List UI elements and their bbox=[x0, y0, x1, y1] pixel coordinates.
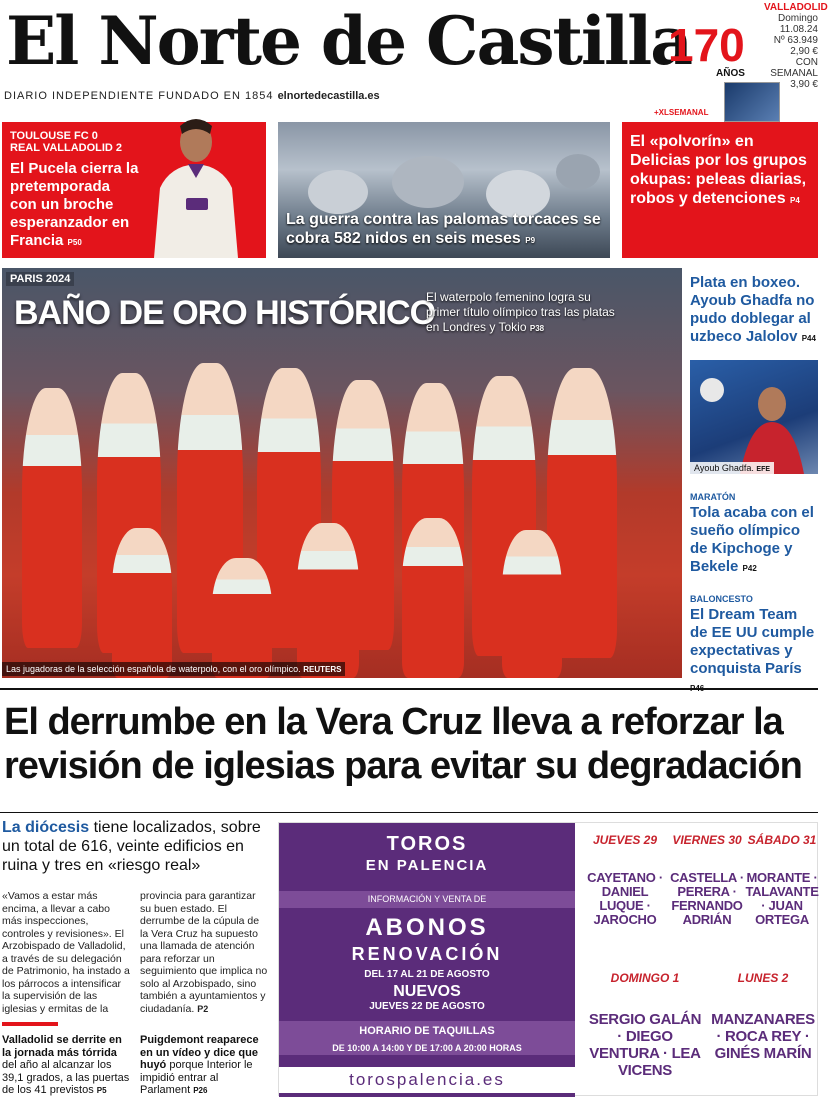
tagline bbox=[4, 90, 380, 102]
olympics-headline: BAÑO DE ORO HISTÓRICO bbox=[14, 294, 436, 332]
edition-date: 11.08.24 bbox=[779, 24, 818, 35]
main-column-1: «Vamos a estar más encima, a llevar a cabo más inspecciones, controles y revisiones». El Arzobispado de Valladolid, a través de su delegación de Patrimonio, ha instado a los párrocos a intensificar la supervisión de las iglesias y ermitas de la bbox=[2, 890, 130, 1015]
ad-url[interactable]: torospalencia.es bbox=[279, 1067, 575, 1093]
edition-meta bbox=[764, 2, 828, 90]
boxing-lead: Plata en boxeo. bbox=[690, 274, 801, 291]
ad-renov-dates: DEL 17 AL 21 DE AGOSTO bbox=[364, 969, 490, 980]
boxing-text: Ayoub Ghadfa no pudo doblegar al uzbeco Jalolov bbox=[690, 292, 815, 345]
edition-city: VALLADOLID bbox=[764, 2, 828, 13]
website-link[interactable]: elnortedecastilla.es bbox=[277, 90, 380, 102]
edition-price: 2,90 € bbox=[790, 46, 818, 57]
boxing-story[interactable]: Plata en boxeo. Ayoub Ghadfa no pudo doblegar al uzbeco Jalolov P44 bbox=[690, 274, 816, 345]
ad-day-2: VIERNES 30 CASTELLA · PERERA · FERNANDO ADRIÁN bbox=[670, 833, 744, 927]
football-player-photo bbox=[140, 108, 240, 258]
anniversary-label: AÑOS bbox=[716, 68, 745, 79]
newspaper-title[interactable]: El Norte de Castilla bbox=[6, 2, 691, 80]
ad-day-5: LUNES 2 MANZANARES · ROCA REY · GINÉS MARÍN bbox=[711, 971, 815, 1062]
athlete-figure bbox=[22, 388, 82, 648]
athlete-figure bbox=[402, 518, 464, 678]
ad-nuevos: NUEVOS bbox=[393, 983, 461, 1000]
marathon-kicker: MARATÓN bbox=[690, 492, 736, 502]
lead-highlight: La diócesis bbox=[2, 819, 90, 836]
bullfighting-ad[interactable] bbox=[278, 822, 818, 1096]
lead-text: tiene localizados, sobre un total de 616, veinte edificios en ruina y tres en «riesgo real» bbox=[2, 819, 261, 874]
basketball-kicker: BALONCESTO bbox=[690, 594, 753, 604]
main-headline[interactable]: El derrumbe en la Vera Cruz lleva a reforzar la revisión de iglesias para evitar su degradación bbox=[4, 701, 802, 787]
olympics-feature[interactable] bbox=[2, 268, 682, 678]
main-lead bbox=[2, 818, 268, 875]
athlete-figure bbox=[212, 558, 272, 678]
ad-nuevos-date: JUEVES 22 DE AGOSTO bbox=[369, 1001, 485, 1012]
xlsemanal-thumbnail[interactable] bbox=[724, 82, 780, 122]
anniversary-number: 170 bbox=[668, 19, 745, 71]
supplement-label[interactable]: +XLSEMANAL bbox=[654, 108, 709, 117]
olympics-subhead: El waterpolo femenino logra su primer título olímpico tras las platas en Londres y Tokio P38 bbox=[426, 290, 615, 334]
heat-story[interactable]: Valladolid se derrite en la jornada más tórrida del año al alcanzar los 39,1 grados, a las puertas de los 41 previstos P5 bbox=[2, 1034, 130, 1096]
athlete-figure bbox=[112, 528, 172, 678]
basketball-story[interactable] bbox=[690, 594, 818, 698]
divider bbox=[0, 812, 818, 813]
pigeons-headline: La guerra contra las palomas torcaces se cobra 582 nidos en seis meses P9 bbox=[286, 211, 601, 247]
sports-sidebar bbox=[690, 268, 818, 678]
athlete-figure bbox=[297, 523, 359, 678]
supplement-price: CON SEMANAL 3,90 € bbox=[770, 57, 818, 90]
boxer-photo bbox=[690, 360, 818, 474]
ad-info: INFORMACIÓN Y VENTA DE bbox=[279, 891, 575, 908]
delicias-headline: El «polvorín» en Delicias por los grupos okupas: peleas diarias, robos y detenciones P4 bbox=[630, 133, 807, 207]
masthead bbox=[0, 0, 828, 117]
ad-abonos: ABONOS RENOVACIÓN bbox=[351, 914, 503, 964]
edition-weekday: Domingo bbox=[777, 13, 818, 24]
edition-issue: Nº 63.949 bbox=[773, 35, 818, 46]
boxer-caption: Ayoub Ghadfa. EFE bbox=[690, 462, 774, 474]
ad-day-4: DOMINGO 1 SERGIO GALÁN · DIEGO VENTURA · LEA VICENS bbox=[588, 971, 702, 1079]
red-marker bbox=[2, 1022, 58, 1026]
divider bbox=[0, 688, 818, 690]
puigdemont-story[interactable]: Puigdemont reaparece en un vídeo y dice que huyó porque Interior le impidió entrar al Parlament P26 bbox=[140, 1034, 259, 1096]
delicias-story[interactable] bbox=[622, 122, 818, 258]
football-kicker: TOULOUSE FC 0 REAL VALLADOLID 2 bbox=[10, 130, 123, 154]
football-headline: El Pucela cierra la pretemporada con un broche esperanzador en Francia P50 bbox=[10, 160, 139, 249]
ad-day-1: JUEVES 29 CAYETANO · DANIEL LUQUE · JAROCHO bbox=[587, 833, 663, 927]
paris-2024-logo: PARIS 2024 bbox=[6, 272, 74, 286]
athlete-figure bbox=[502, 530, 562, 678]
ad-horario: HORARIO DE TAQUILLAS DE 10:00 A 14:00 Y DE 17:00 A 20:00 HORAS bbox=[279, 1021, 575, 1055]
lower-stories bbox=[2, 1034, 268, 1096]
ad-day-3: SÁBADO 31 MORANTE · TALAVANTE · JUAN ORTEGA bbox=[745, 833, 819, 927]
main-column-2: provincia para garantizar su buen estado. El derrumbe de la cúpula de la Vera Cruz ha supuesto una llamada de atención para reforzar un seguimiento que implica no solo al Arzobispado, sino también a ayuntamientos y ciudadanía. P2 bbox=[140, 890, 268, 1015]
ad-title: TOROS EN PALENCIA bbox=[365, 833, 489, 874]
ad-info-panel bbox=[279, 823, 575, 1097]
basketball-headline: El Dream Team de EE UU cumple expectativas y conquista París bbox=[690, 606, 815, 677]
marathon-story[interactable] bbox=[690, 492, 818, 578]
olympics-caption: Las jugadoras de la selección española de waterpolo, con el oro olímpico. REUTERS bbox=[2, 662, 345, 676]
tagline-text: DIARIO INDEPENDIENTE FUNDADO EN 1854 bbox=[4, 90, 274, 102]
marathon-headline: Tola acaba con el sueño olímpico de Kipchoge y Bekele P42 bbox=[690, 504, 814, 575]
pigeons-story[interactable] bbox=[278, 122, 610, 258]
